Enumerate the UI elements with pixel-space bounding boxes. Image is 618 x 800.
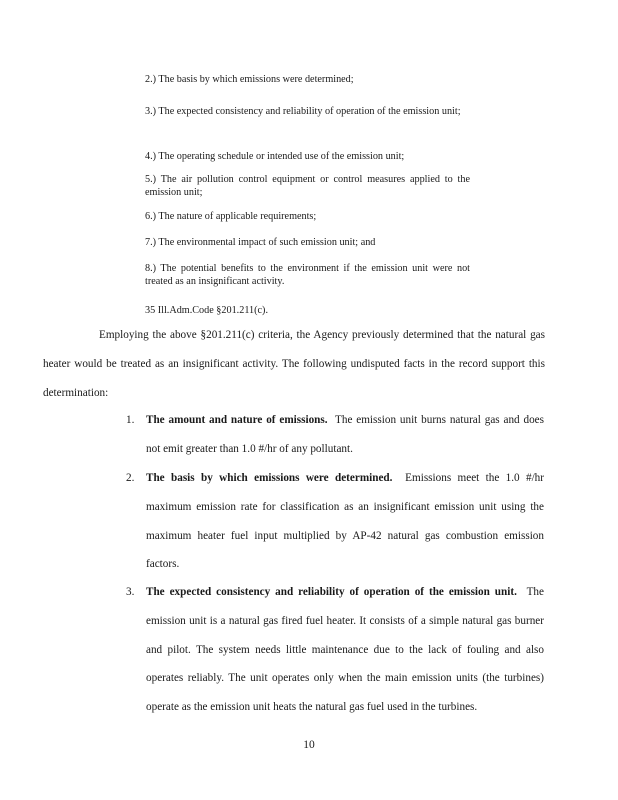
criterion-3: 3.) The expected consistency and reliability of operation of the emission unit; <box>145 106 461 117</box>
item-text <box>146 464 544 579</box>
item-heading: The expected consistency and reliability of operation of the emission unit. <box>146 586 517 598</box>
item-body: The emission unit is a natural gas fired fuel heater. It consists of a simple natural gas burner and pilot. The system needs little maintenance due to the lack of fouling and also operates reliably. The unit operates only when the main emission units (the turbines) operate as the emission unit heats the natural gas fuel used in the turbines. <box>146 586 544 714</box>
item-number: 3. <box>126 586 135 598</box>
criterion-6: 6.) The nature of applicable requirements; <box>145 211 317 222</box>
item-heading: The amount and nature of emissions. <box>146 414 328 426</box>
item-number: 2. <box>126 472 135 484</box>
criterion-4: 4.) The operating schedule or intended use of the emission unit; <box>145 151 405 162</box>
page-number: 10 <box>303 739 315 751</box>
item-body: Emissions meet the 1.0 #/hr maximum emission rate for classification as an insignificant emission unit using the maximum heater fuel input multiplied by AP-42 natural gas combustion emission factors. <box>146 472 545 571</box>
criterion-7: 7.) The environmental impact of such emission unit; and <box>145 237 376 248</box>
item-body: The emission unit burns natural gas and does not emit greater than 1.0 #/hr of any pollutant. <box>146 414 544 455</box>
citation: 35 Ill.Adm.Code §201.211(c). <box>145 305 268 316</box>
item-text <box>146 406 544 464</box>
criterion-8: 8.) The potential benefits to the environment if the emission unit were not treated as an insignificant activity. <box>145 263 470 287</box>
item-text <box>146 578 544 722</box>
criterion-5: 5.) The air pollution control equipment or control measures applied to the emission unit; <box>145 174 470 198</box>
criterion-2: 2.) The basis by which emissions were determined; <box>145 74 354 85</box>
item-heading: The basis by which emissions were determined. <box>146 472 393 484</box>
intro-paragraph: Employing the above §201.211(c) criteria, the Agency previously determined that the natural gas heater would be treated as an insignificant activity. The following undisputed facts in the record support this determination: <box>43 329 545 399</box>
item-number: 1. <box>126 414 135 426</box>
